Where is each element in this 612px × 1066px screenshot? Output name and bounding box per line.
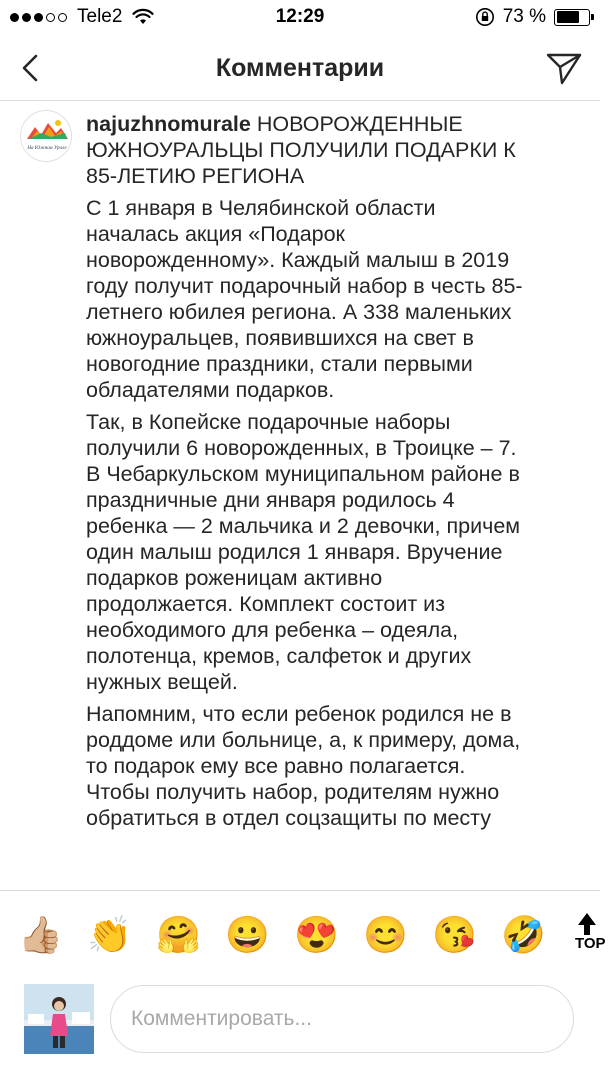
thumbs-up-emoji[interactable]: 👍🏼 xyxy=(18,914,63,955)
page-title: Комментарии xyxy=(215,54,385,82)
comment-composer xyxy=(0,978,600,1066)
kissing-heart-emoji[interactable]: 😘 xyxy=(432,914,477,955)
post-headline: НОВОРОЖДЕННЫЕ ЮЖНОУРАЛЬЦЫ ПОЛУЧИЛИ ПОДАРКИ К 85-ЛЕТИЮ РЕГИОНА xyxy=(86,112,516,188)
status-bar xyxy=(0,0,600,36)
status-right xyxy=(475,6,590,28)
navigation-bar xyxy=(0,36,600,101)
clapping-hands-emoji[interactable]: 👏 xyxy=(87,914,132,955)
post-author-avatar[interactable] xyxy=(20,110,72,162)
top-emoji-button[interactable] xyxy=(572,913,612,957)
post-paragraph: Напомним, что если ребенок родился не в роддоме или больнице, а, к примеру, дома, то подарок ему все равно полагается. Чтобы получить набор, родителям нужно обратиться в отдел соцзащиты по месту xyxy=(86,702,521,830)
battery-level xyxy=(557,11,579,23)
emoji-quick-bar xyxy=(0,890,606,979)
smiling-face-emoji[interactable]: 😊 xyxy=(363,914,408,955)
top-label: TOP xyxy=(575,935,606,952)
post-headline-paragraph xyxy=(86,111,526,189)
battery-icon xyxy=(554,9,590,26)
user-photo-icon xyxy=(24,984,94,1054)
mountains-logo-icon xyxy=(21,111,73,163)
orientation-lock-icon xyxy=(475,7,495,27)
carrier-name: Tele2 xyxy=(77,6,123,27)
battery-percent: 73 % xyxy=(502,6,546,27)
post-paragraph: Так, в Копейске подарочные наборы получили 6 новорожденных, в Троицке – 7. В Чебаркульском муниципальном районе в праздничные дни января родилось 4 ребенка — 2 мальчика и 2 девочки, причем один малыш родился 1 января. Вручение подарков роженицам активно продолжается. Комплект состоит из необходимого для ребенка – одеяла, полотенца, кремов, салфеток и других нужных вещей. xyxy=(86,410,521,694)
rolling-laughing-emoji[interactable]: 🤣 xyxy=(501,914,546,955)
hugging-face-emoji[interactable]: 🤗 xyxy=(156,914,201,955)
status-time: 12:29 xyxy=(275,6,325,27)
post-caption xyxy=(86,111,526,837)
heart-eyes-emoji[interactable]: 😍 xyxy=(294,914,339,955)
grinning-face-emoji[interactable]: 😀 xyxy=(225,914,270,955)
post-username[interactable]: najuzhnomurale xyxy=(86,112,251,136)
paper-plane-icon[interactable] xyxy=(544,48,584,88)
post-paragraph: С 1 января в Челябинской области началась акция «Подарок новорожденному». Каждый малыш в 2019 году получит подарочный набор в честь 85-летнего юбилея региона. А 338 маленьких южноуральцев, появившихся на свет в новогодние праздники, стали первыми обладателями подарков. xyxy=(86,196,523,402)
comment-input[interactable] xyxy=(110,985,574,1053)
avatar[interactable] xyxy=(24,984,94,1054)
svg-text:На Южном Урале: На Южном Урале xyxy=(27,146,67,151)
comment-thread[interactable] xyxy=(0,101,600,890)
